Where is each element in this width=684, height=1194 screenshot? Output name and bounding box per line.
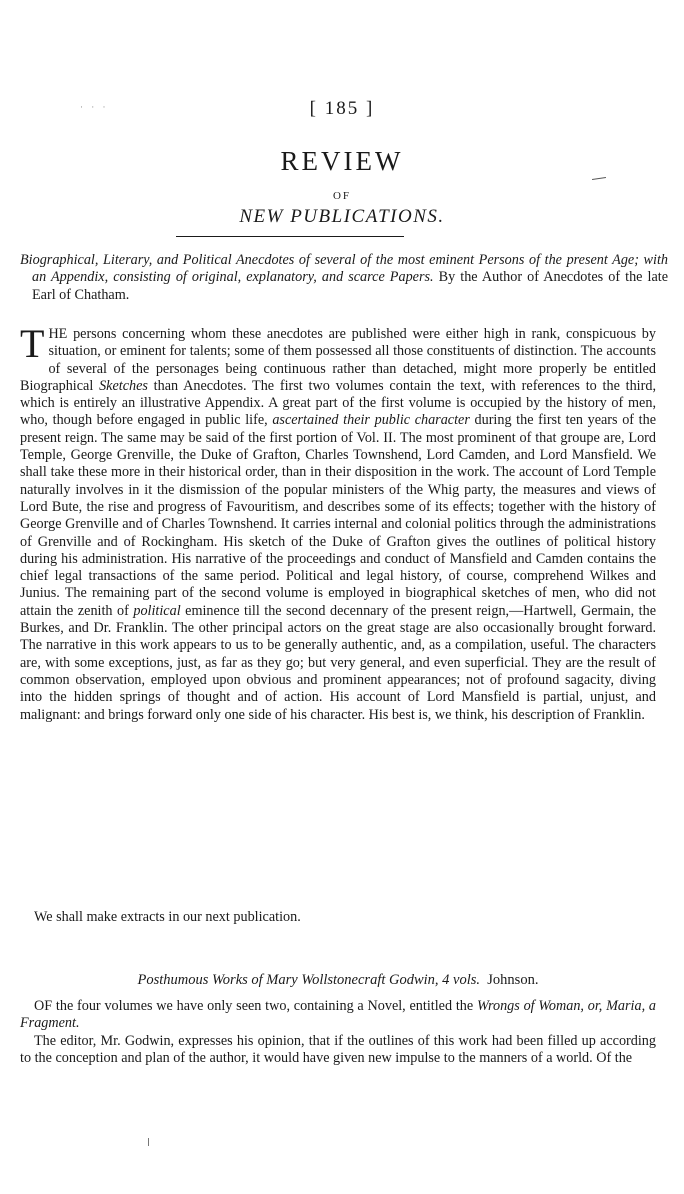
page-number: [ 185 ] bbox=[309, 98, 375, 119]
paragraph: The editor, Mr. Godwin, expresses his opinion, that if the outlines of this work had been filled up according to the conception and plan of the author, it would have given new impulse to the manners of a world. Of the bbox=[20, 1032, 656, 1066]
body-text: eminence till the second decennary of the present reign,—Hartwell, Germain, the Burkes, and Dr. Franklin. The other principal actors on the great stage are also occasionally brought forward. The narrative in this work appears to us to be generally authentic, and, as a compilation, useful. The characters are, with some exceptions, just, as far as they go; but very general, and even superficial. They are the result of common observation, employed upon obvious and prominent appearances; not of profound sagacity, diving into the hidden springs of thought and of action. His account of Lord Mansfield is partial, unjust, and malignant: and brings forward only one side of his character. His best is, we think, his description of Franklin. bbox=[20, 602, 656, 723]
article-title: Biographical, Literary, and Political Anecdotes of several of the most eminent Persons of the present Age; with an Appendix, consisting of original, explanatory, and scarce Papers. bbox=[20, 252, 668, 286]
article-author: By the Author of Anecdotes of the late Earl of Chatham. bbox=[32, 269, 669, 303]
article-heading bbox=[20, 972, 656, 989]
body-italic: ascertained their public character bbox=[272, 412, 470, 429]
article-publisher: Johnson. bbox=[487, 972, 539, 988]
title-rule bbox=[176, 236, 404, 237]
page-subtitle: NEW PUBLICATIONS. bbox=[239, 206, 445, 227]
title-of: OF bbox=[332, 190, 352, 202]
body-italic: Wrongs of Woman, or, Maria, a Fragment. bbox=[20, 998, 656, 1032]
article-closing: We shall make extracts in our next publication. bbox=[34, 909, 301, 925]
body-italic: Sketches bbox=[99, 377, 148, 394]
ink-smudge: · · · bbox=[80, 102, 109, 112]
page-title: REVIEW bbox=[280, 146, 404, 176]
article-body bbox=[20, 321, 656, 724]
body-italic: political bbox=[133, 602, 181, 619]
article-title: Posthumous Works of Mary Wollstonecraft Godwin, 4 vols. bbox=[137, 972, 481, 988]
body-text: HE persons concerning whom these anecdotes are published were either high in rank, conspicuous by situation, or eminent for talents; some of them possessed all those constituents of distinction. The accounts of several of the personages being continuous rather than detached, might more properly be entitled Biographical bbox=[20, 326, 656, 394]
paragraph bbox=[20, 998, 656, 1033]
body-text: than Anecdotes. The first two volumes contain the text, with references to the third, which is entirely an illustrative Appendix. A great part of the first volume is occupied by the history of men, who, though before engaged in public life, bbox=[20, 377, 656, 429]
drop-cap: T bbox=[20, 321, 45, 366]
article-body bbox=[20, 998, 656, 1067]
ink-mark bbox=[148, 1138, 149, 1146]
article-heading bbox=[20, 252, 668, 304]
ink-mark bbox=[592, 177, 606, 180]
body-text: OF the four volumes we have only seen two, containing a Novel, entitled the bbox=[34, 998, 477, 1014]
body-text: during the first ten years of the present reign. The same may be said of the first portion of Vol. II. The most prominent of that groupe are, Lord Temple, George Grenville, the Duke of Grafton, Charles Townshend, Lord Camden, and Lord Mansfield. We shall take these more in their historical order, than in their disposition in the work. The account of Lord Temple naturally involves in it the dismission of the popular ministers of the Whig party, the measures and views of Lord Bute, the rise and progress of Favouritism, and describes some of its effects; together with the history of George Grenville and of Charles Townshend. It carries internal and colonial politics through the administrations of Grenville and of Rockingham. His sketch of the Duke of Grafton gives the outlines of political history during his administration. His narrative of the proceedings and conduct of Mansfield and Camden contains the chief legal transactions of the same period. Political and legal history, of course, comprehend Wilkes and Junius. The remaining part of the second volume is employed in biographical sketches of men, who did not attain the zenith of bbox=[20, 412, 656, 619]
